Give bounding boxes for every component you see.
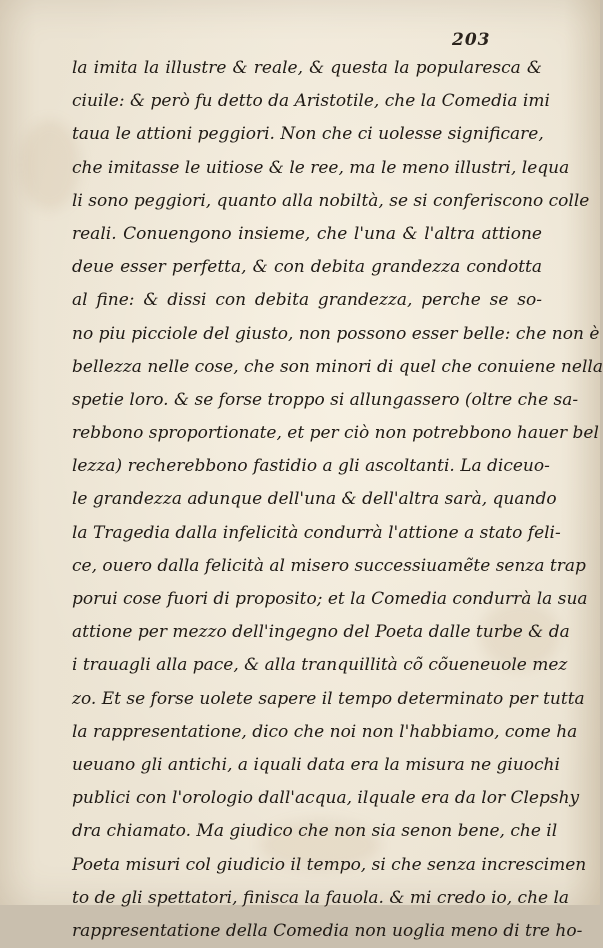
text-line: lezza) recherebbono fastidio a gli ascoltanti. La diceuo- bbox=[72, 456, 550, 477]
text-line: la rappresentatione, dico che noi non l'habbiamo, come ha bbox=[72, 721, 578, 742]
text-line: la Tragedia dalla infelicità condurrà l'attione a stato feli- bbox=[72, 522, 561, 543]
text-line: taua le attioni peggiori. Non che ci uolesse significare, bbox=[72, 124, 544, 145]
text-line: bellezza nelle cose, che son minori di quel che conuiene nella bbox=[72, 356, 603, 377]
text-line: le grandezza adunque dell'una & dell'altra sarà, quando bbox=[72, 489, 557, 510]
text-line: spetie loro. & se forse troppo si allungassero (oltre che sa- bbox=[72, 389, 579, 410]
text-line: publici con l'orologio dall'acqua, ilquale era da lor Clepshy bbox=[72, 788, 580, 809]
page-number: 203 bbox=[452, 30, 491, 50]
text-line: rebbono sproportionate, et per ciò non potrebbono hauer bel bbox=[72, 423, 599, 444]
text-line: attione per mezzo dell'ingegno del Poeta dalle turbe & da bbox=[72, 622, 570, 643]
text-line: no piu picciole del giusto, non possono esser belle: che non è bbox=[72, 323, 600, 344]
text-line: che imitasse le uitiose & le ree, ma le meno illustri, lequa bbox=[72, 157, 570, 178]
text-line: ce, ouero dalla felicità al misero successiuamẽte senza trap bbox=[72, 555, 586, 576]
text-line: la imita la illustre & reale, & questa la popularesca & bbox=[72, 58, 542, 78]
text-line: i trauagli alla pace, & alla tranquillità cõ cõueneuole mez bbox=[72, 655, 568, 676]
text-line: porui cose fuori di proposito; et la Comedia condurrà la sua bbox=[72, 589, 588, 609]
text-line: reali. Conuengono insieme, che l'una & l'altra attione bbox=[72, 223, 542, 244]
text-line: zo. Et se forse uolete sapere il tempo determinato per tutta bbox=[72, 688, 585, 709]
body-text bbox=[72, 52, 603, 948]
text-line: Poeta misuri col giudicio il tempo, si che senza increscimen bbox=[72, 854, 587, 875]
text-line: li sono peggiori, quanto alla nobiltà, se si conferiscono colle bbox=[72, 190, 590, 211]
text-line: ueuano gli antichi, a iquali data era la misura ne giuochi bbox=[72, 754, 560, 775]
text-line: to de gli spettatori, finisca la fauola. & mi credo io, che la bbox=[72, 887, 570, 908]
text-line: dra chiamato. Ma giudico che non sia senon bene, che il bbox=[72, 821, 558, 842]
paper-stain bbox=[20, 120, 80, 210]
text-line: deue esser perfetta, & con debita grandezza condotta bbox=[72, 257, 542, 278]
text-line: ciuile: & però fu detto da Aristotile, che la Comedia imi bbox=[72, 91, 550, 112]
text-line: al fine: & dissi con debita grandezza, perche se so- bbox=[72, 290, 542, 311]
text-line: rappresentatione della Comedia non uoglia meno di tre ho- bbox=[72, 920, 583, 941]
